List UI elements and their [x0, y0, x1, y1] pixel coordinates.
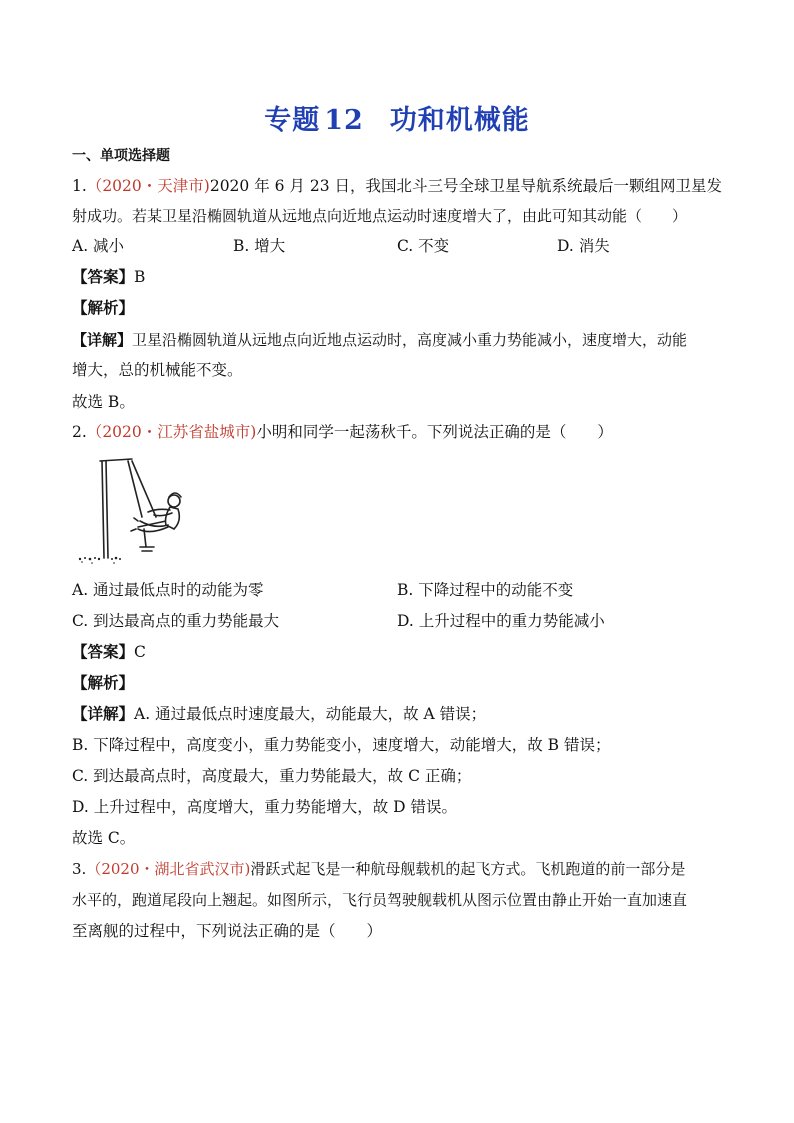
- q1-stem-line1: [72, 176, 722, 196]
- q2-detail-d: D. 上升过程中，高度增大，重力势能增大，故 D 错误。: [72, 798, 458, 816]
- section-heading: 一、单项选择题: [72, 148, 170, 164]
- q1-option-d: D. 消失: [557, 237, 610, 255]
- q1-answer-value: B: [134, 268, 146, 286]
- q1-option-c: C. 不变: [397, 237, 450, 255]
- q1-line1-text: 2020 年 6 月 23 日，我国北斗三号全球卫星导航系统最后一颗组网卫星发: [209, 177, 722, 195]
- q1-answer-tag: 【答案】: [72, 267, 135, 286]
- q1-option-b: B. 增大: [233, 237, 286, 255]
- title-prefix: 专题: [264, 105, 321, 136]
- q2-number: 2.: [72, 423, 87, 441]
- q3-stem-line3: 至离舰的过程中，下列说法正确的是（ ）: [72, 922, 383, 940]
- q3-source: 2020・湖北省武汉市: [101, 860, 245, 878]
- q1-source-open: （: [86, 177, 103, 195]
- q3-source-close: ): [244, 860, 251, 878]
- q1-conclusion: 故选 B。: [72, 393, 135, 411]
- q2-source: 2020・江苏省盐城市: [102, 423, 251, 441]
- q2-source-open: （: [86, 423, 103, 441]
- q3-stem-line2: 水平的，跑道尾段向上翘起。如图所示，飞行员驾驶舰载机从图示位置由静止开始一直加速直: [72, 891, 688, 909]
- page-title: [0, 98, 794, 137]
- q1-stem-line2: 射成功。若某卫星沿椭圆轨道从远地点向近地点运动时速度增大了，由此可知其动能（ ）: [72, 207, 688, 225]
- q2-detail-tag: 【详解】: [72, 704, 135, 723]
- q2-answer-value: C: [134, 643, 146, 661]
- q1-detail1-text: 卫星沿椭圆轨道从远地点向近地点运动时，高度减小重力势能减小，速度增大，动能: [132, 331, 688, 349]
- q2-option-d: D. 上升过程中的重力势能减小: [397, 612, 605, 630]
- q2-detail-c: C. 到达最高点时，高度最大，重力势能最大，故 C 正确；: [72, 767, 472, 785]
- q2-stem-text: 小明和同学一起荡秋千。下列说法正确的是（ ）: [256, 423, 613, 441]
- title-name: 功和机械能: [389, 105, 530, 136]
- q2-option-c: C. 到达最高点的重力势能最大: [72, 612, 280, 630]
- q1-detail-tag: 【详解】: [72, 331, 133, 349]
- q2-answer: [72, 642, 146, 662]
- q2-option-a: A. 通过最低点时的动能为零: [72, 581, 264, 599]
- q2-detail-a: [72, 704, 486, 724]
- q2-option-b: B. 下降过程中的动能不变: [397, 581, 574, 599]
- q2-detail-b: B. 下降过程中，高度变小，重力势能变小，速度增大，动能增大，故 B 错误；: [72, 736, 611, 754]
- q1-source: 2020・天津市: [102, 177, 204, 195]
- q2-source-close: ): [250, 423, 257, 441]
- q2-analysis-tag: 【解析】: [72, 673, 135, 692]
- q3-number: 3.: [72, 860, 87, 878]
- q3-line1-text: 滑跃式起飞是一种航母舰载机的起飞方式。飞机跑道的前一部分是: [250, 860, 686, 878]
- q3-source-open: （: [86, 860, 102, 878]
- swing-illustration: [70, 455, 195, 573]
- q2-stem: [72, 422, 613, 442]
- q2-conclusion: 故选 C。: [72, 829, 136, 847]
- q1-option-a: A. 减小: [72, 237, 125, 255]
- q2-answer-tag: 【答案】: [72, 642, 135, 661]
- q1-number: 1.: [72, 177, 87, 195]
- q1-analysis-tag: 【解析】: [72, 298, 135, 317]
- q2-detail-a-text: A. 通过最低点时速度最大，动能最大，故 A 错误；: [134, 705, 487, 723]
- q1-detail-line1: [72, 330, 687, 350]
- q1-answer: [72, 267, 145, 287]
- q3-stem-line1: [72, 859, 685, 879]
- q1-source-close: ): [203, 177, 210, 195]
- title-number: 12: [324, 105, 364, 136]
- q1-detail-line2: 增大，总的机械能不变。: [72, 361, 243, 379]
